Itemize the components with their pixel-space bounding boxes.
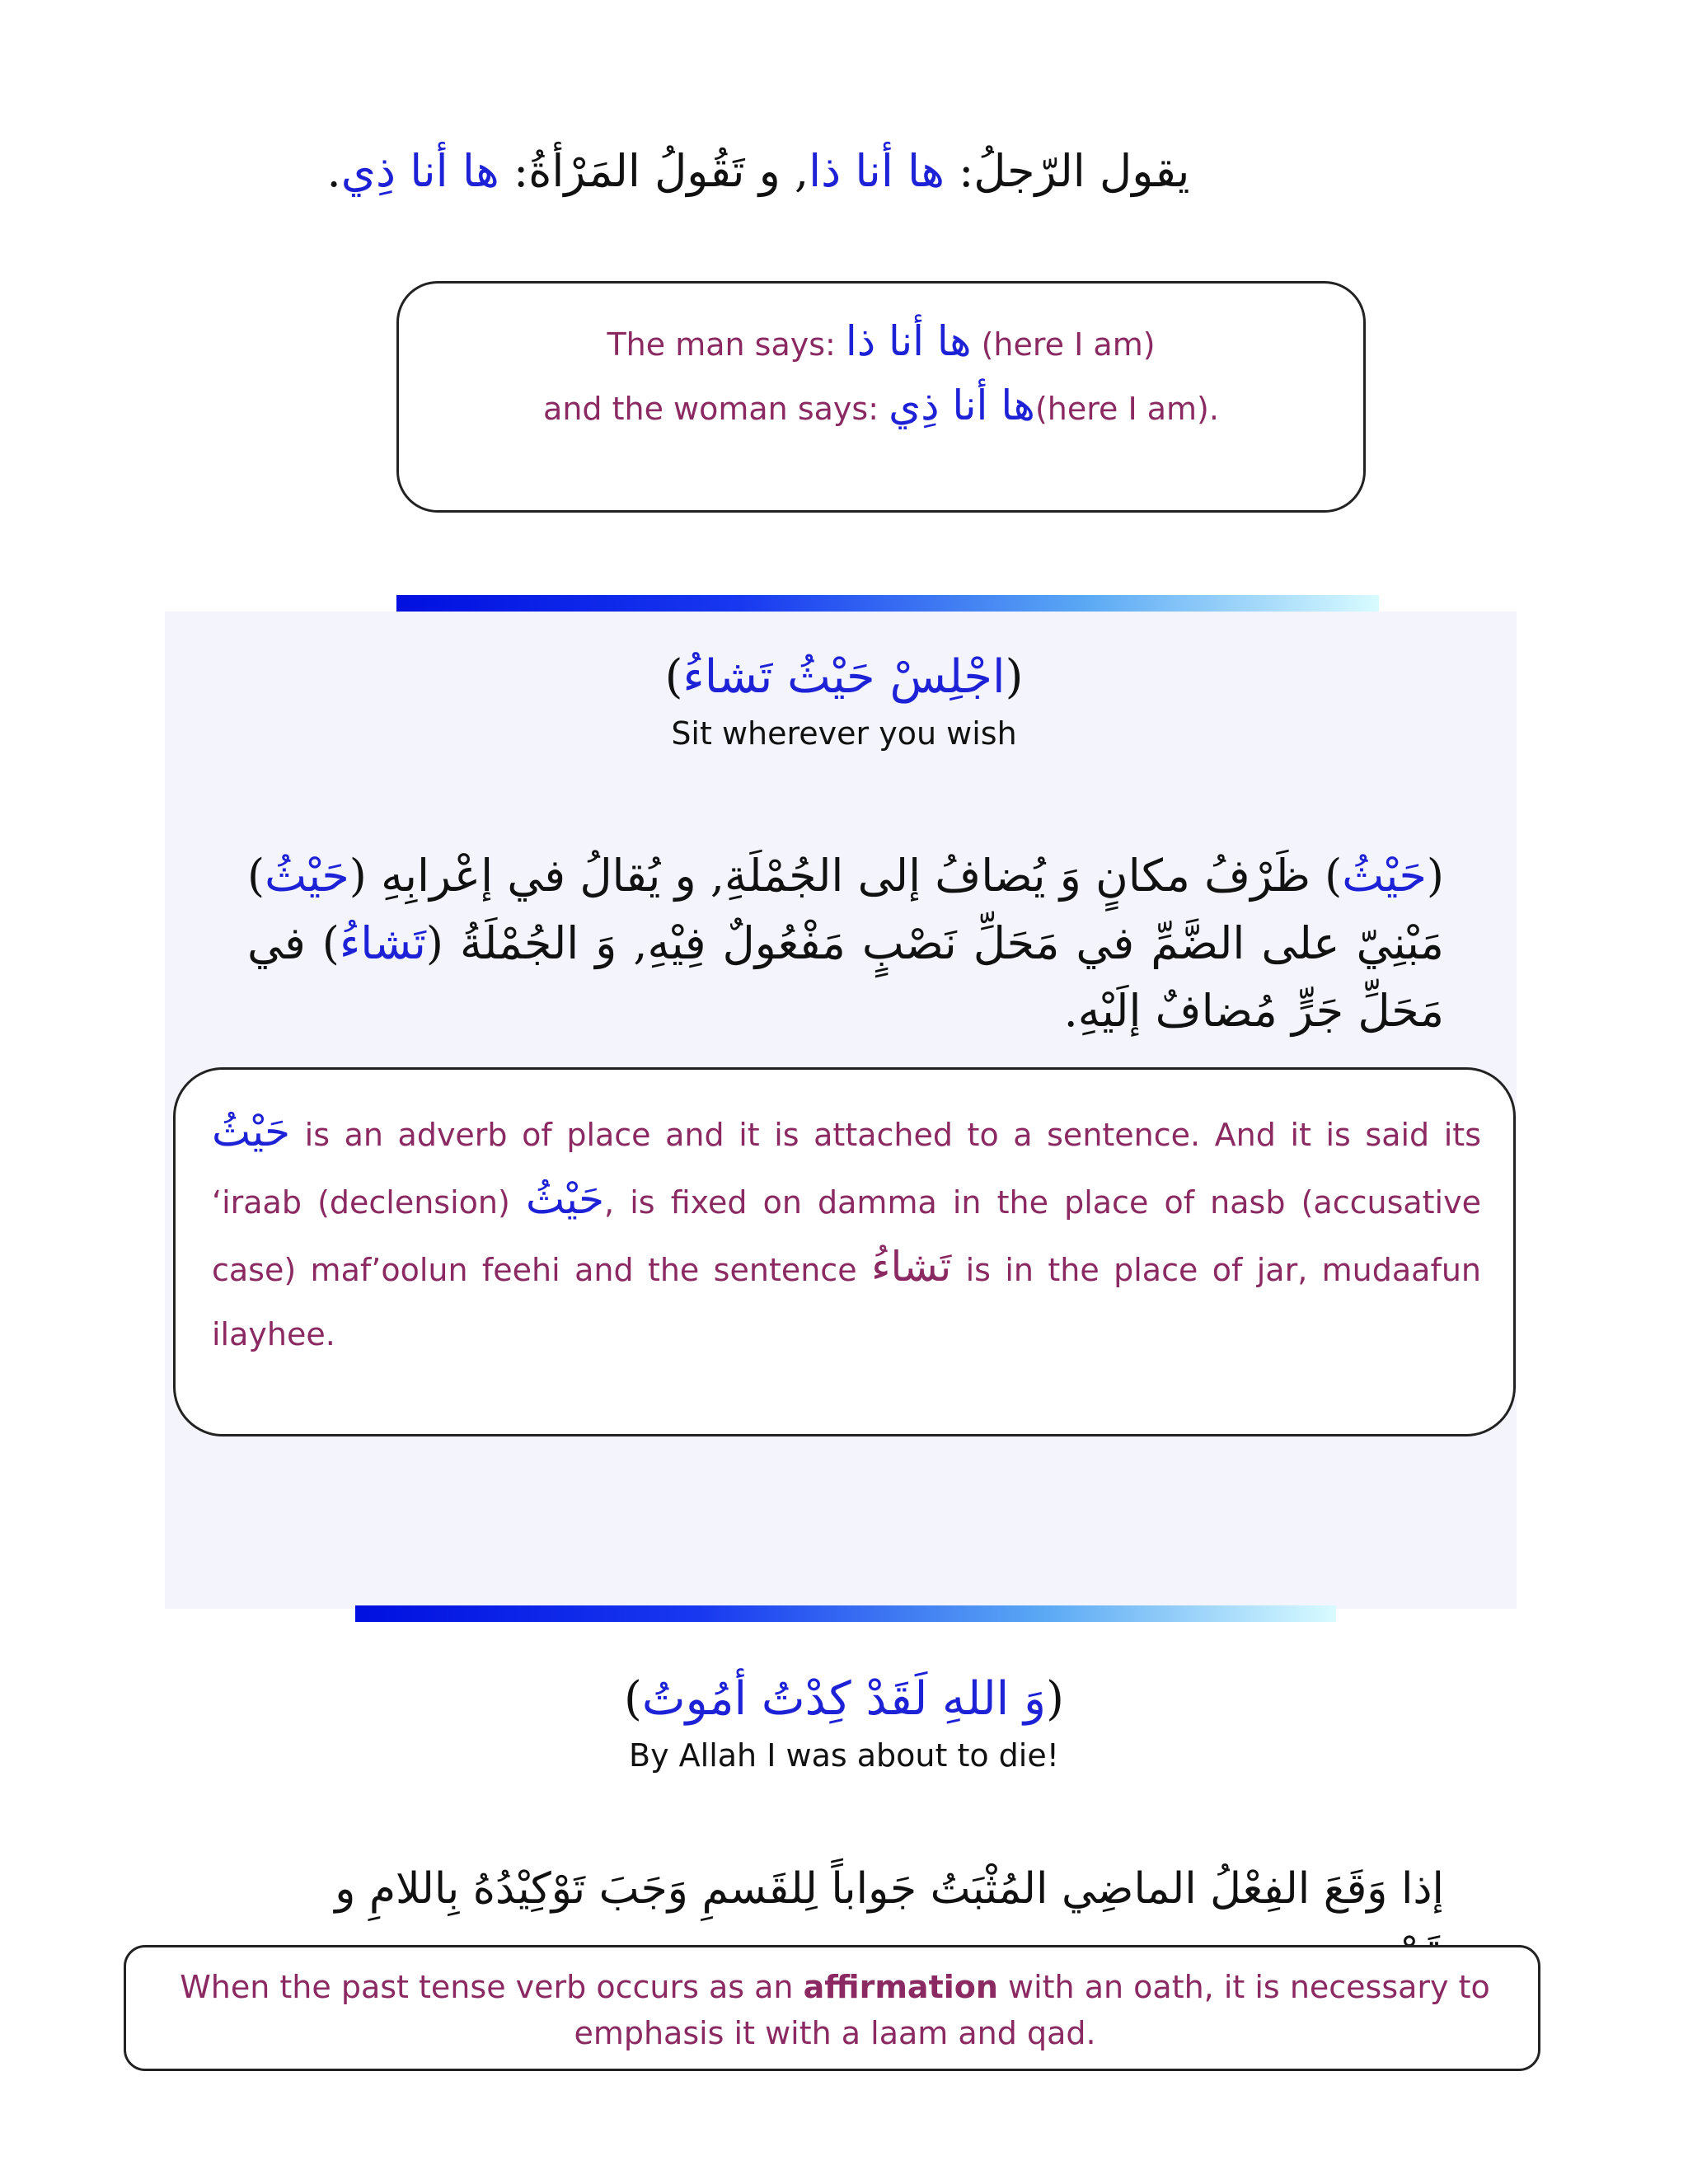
heading-arabic-sit: اجْلِسْ حَيْثُ تَشاءُ — [682, 650, 1006, 704]
heading-by-allah — [330, 1666, 1358, 1732]
box-2-text-3: is in the place of jar, mudaafun ilayhee. — [212, 1252, 1481, 1352]
heading-3-paren-close: ) — [624, 1672, 642, 1726]
heading-3-paren-open: ( — [1046, 1672, 1064, 1726]
explanation-haythu-1: حَيْثُ — [1342, 850, 1427, 902]
translation-box-3-text — [176, 1964, 1494, 2056]
gradient-divider-2 — [355, 1605, 1336, 1622]
explanation-part-4: ) في مَحَلِّ جَرٍّ مُضافٌ إلَيْهِ. — [247, 917, 1444, 1037]
arabic-rule-oath: إذا وَقَعَ الفِعْلُ الماضِي المُثْبَتُ جَواباً لِلقَسمِ وَجَبَ تَوْكِيْدُهُ بِاللامِ و — [335, 1864, 1444, 1914]
arabic-ha-ana-thi: ها أنا ذِي — [340, 145, 499, 197]
man-says-arabic: ها أنا ذا — [845, 317, 972, 365]
arabic-sentence-1-mid: , و تَقُولُ المَرْأةُ: — [499, 145, 809, 197]
box-3-affirmation: affirmation — [803, 1969, 998, 2005]
explanation-part-1: ( — [1426, 850, 1444, 902]
arabic-ha-ana-tha: ها أنا ذا — [809, 145, 945, 197]
arabic-sentence-1-prefix: يقول الرّجلُ: — [944, 145, 1190, 197]
woman-says-label: and the woman says: — [543, 391, 889, 427]
explanation-tashau: تَشاءُ — [339, 917, 426, 969]
translation-box-1-line1 — [399, 316, 1363, 369]
box-3-text-1: When the past tense verb occurs as an — [180, 1969, 804, 2005]
heading-sit-wherever — [330, 644, 1358, 710]
explanation-part-2: ) ظَرْفُ مكانٍ وَ يُضافُ إلى الجُمْلَةِ, و يُقالُ في إعْرابِهِ ( — [349, 850, 1343, 902]
heading-paren-open: ( — [1005, 650, 1024, 704]
box-3-text-2: with an oath, it is necessary to emphasis it with a laam and qad. — [574, 1969, 1490, 2051]
explanation-haythu-2: حَيْثُ — [265, 850, 349, 902]
translation-box-2-text — [212, 1099, 1481, 1366]
translation-box-1 — [396, 281, 1366, 513]
translation-box-2 — [173, 1067, 1516, 1436]
translation-box-3 — [124, 1945, 1540, 2071]
gradient-divider-1 — [396, 595, 1379, 612]
man-says-meaning: (here I am) — [971, 326, 1156, 363]
arabic-sentence-1-end: . — [326, 145, 341, 197]
heading-paren-close: ) — [664, 650, 683, 704]
translation-by-allah: By Allah I was about to die! — [629, 1737, 1059, 1774]
woman-says-meaning: (here I am). — [1034, 391, 1219, 427]
woman-says-arabic: ها أنا ذِي — [889, 382, 1035, 429]
arabic-explanation-haythu — [247, 842, 1444, 1045]
translation-sit-wherever: Sit wherever you wish — [671, 715, 1017, 752]
heading-arabic-by-allah: وَ اللهِ لَقَدْ كِدْتُ أمُوتُ — [641, 1672, 1047, 1726]
box-haythu-a: حَيْثُ — [212, 1108, 291, 1155]
box-2-text-2: , is fixed on damma in the place of nasb (accusative case) maf’oolun feehi and the sentence — [212, 1184, 1481, 1288]
box-tashau: تَشاءُ — [870, 1243, 952, 1291]
explanation-part-3: ) مَبْنِيّ على الضَّمِّ في مَحَلِّ نَصْبٍ مَفْعُولٌ فِيْهِ, وَ الجُمْلَةُ ( — [247, 850, 1444, 969]
arabic-sentence-1 — [247, 138, 1269, 204]
translation-box-1-line2 — [399, 381, 1363, 434]
box-2-text-1: is an adverb of place and it is attached to a sentence. And it is said its ‘iraab (declension) — [212, 1117, 1481, 1221]
box-haythu-b: حَيْثُ — [525, 1175, 605, 1223]
man-says-label: The man says: — [607, 326, 846, 363]
